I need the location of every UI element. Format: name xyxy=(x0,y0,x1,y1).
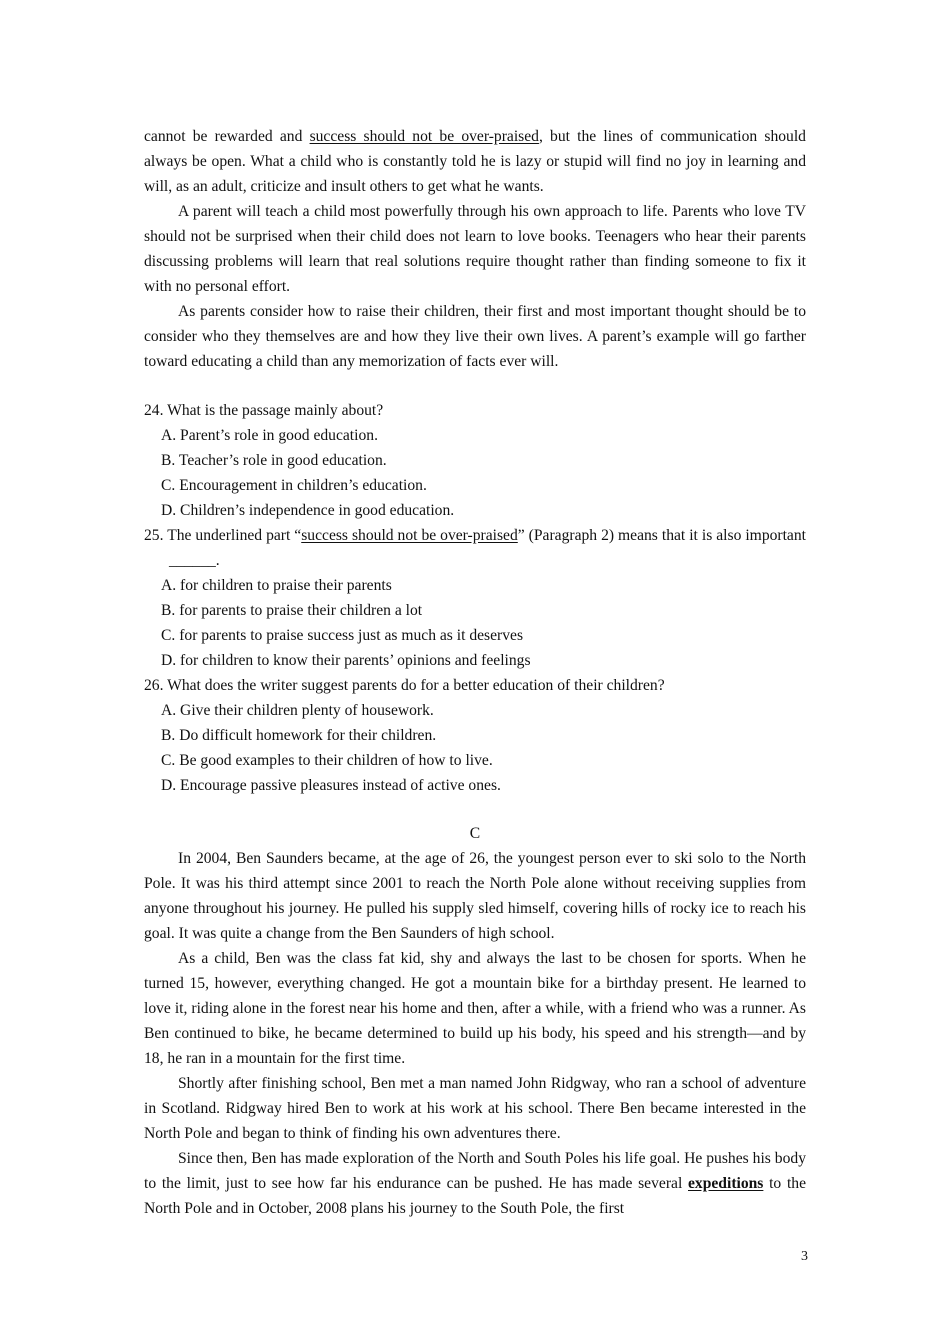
paragraph: A parent will teach a child most powerfully through his own approach to life. Parents who love TV should not be surprised when their child does not learn to love books. Teenagers who hear their parents discussing problems will learn that real solutions require thought rather than finding someone to fix it with no personal effort. xyxy=(144,203,806,295)
question-25 xyxy=(144,523,806,673)
paragraph: As parents consider how to raise their children, their first and most important thought should be to consider who they themselves are and how they live their own lives. A parent’s example will go farther toward educating a child than any memorization of facts ever will. xyxy=(144,303,806,370)
answer-option: B. Teacher’s role in good education. xyxy=(161,452,387,469)
answer-option: B. for parents to praise their children a lot xyxy=(161,602,423,619)
section-heading: C xyxy=(469,825,481,842)
text-run: Since then, Ben has made exploration of the North and South Poles his life goal. He pushes his body to the limit, just to see how far his endurance can be pushed. He has made several xyxy=(144,1150,806,1192)
underlined-phrase: success should not be over-praised xyxy=(301,527,518,544)
questions-section xyxy=(144,398,806,798)
answer-option: D. Encourage passive pleasures instead of active ones. xyxy=(161,777,501,794)
paragraph xyxy=(144,124,806,199)
underlined-phrase: success should not be over-praised xyxy=(309,128,539,145)
answer-option: D. Children’s independence in good education. xyxy=(161,502,455,519)
text-run: 25. The underlined part “ xyxy=(144,527,302,544)
question-stem: 26. What does the writer suggest parents do for a better education of their children? xyxy=(144,677,665,694)
answer-option: A. for children to praise their parents xyxy=(161,577,392,594)
paragraph: Shortly after finishing school, Ben met a man named John Ridgway, who ran a school of adventure in Scotland. Ridgway hired Ben to work at his work at his school. There Ben became interested in the North Pole and began to think of finding his own adventures there. xyxy=(144,1075,806,1142)
question-stem xyxy=(144,523,806,573)
paragraph: In 2004, Ben Saunders became, at the age of 26, the youngest person ever to ski solo to the North Pole. It was his third attempt since 2001 to reach the North Pole alone without receiving supplies from anyone throughout his journey. He pulled his supply sled himself, covering hills of rocky ice to reach his goal. It was quite a change from the Ben Saunders of high school. xyxy=(144,850,806,942)
bold-underlined-word: expeditions xyxy=(688,1175,764,1192)
page-number: 3 xyxy=(801,1249,808,1264)
answer-option: C. Encouragement in children’s education. xyxy=(161,477,427,494)
passage-b-continuation xyxy=(144,124,806,374)
answer-option: C. for parents to praise success just as much as it deserves xyxy=(161,627,524,644)
passage-c xyxy=(144,821,806,1221)
text-run: , but the lines of communication should always be open. What a child who is constantly told he is lazy or stupid will find no joy in learning and will, as an adult, criticize and insult others to get what he wants. xyxy=(144,128,806,195)
question-stem: 24. What is the passage mainly about? xyxy=(144,402,384,419)
paragraph xyxy=(144,1146,806,1221)
text-run: ” (Paragraph 2) means that it is also important ______. xyxy=(169,527,806,569)
answer-option: B. Do difficult homework for their children. xyxy=(161,727,437,744)
text-run: cannot be rewarded and xyxy=(144,128,310,145)
answer-option: C. Be good examples to their children of how to live. xyxy=(161,752,493,769)
text-run: to the North Pole and in October, 2008 plans his journey to the South Pole, the first xyxy=(144,1175,806,1217)
answer-option: D. for children to know their parents’ opinions and feelings xyxy=(161,652,531,669)
answer-option: A. Give their children plenty of housework. xyxy=(161,702,434,719)
answer-option: A. Parent’s role in good education. xyxy=(161,427,378,444)
question-24 xyxy=(144,398,806,523)
paragraph: As a child, Ben was the class fat kid, shy and always the last to be chosen for sports. When he turned 15, however, everything changed. He got a mountain bike for a birthday present. He learned to love it, riding alone in the forest near his home and then, after a while, with a friend who was a runner. As Ben continued to bike, he became determined to build up his body, his speed and his strength—and by 18, he ran in a mountain for the first time. xyxy=(144,950,806,1067)
question-26 xyxy=(144,673,806,798)
